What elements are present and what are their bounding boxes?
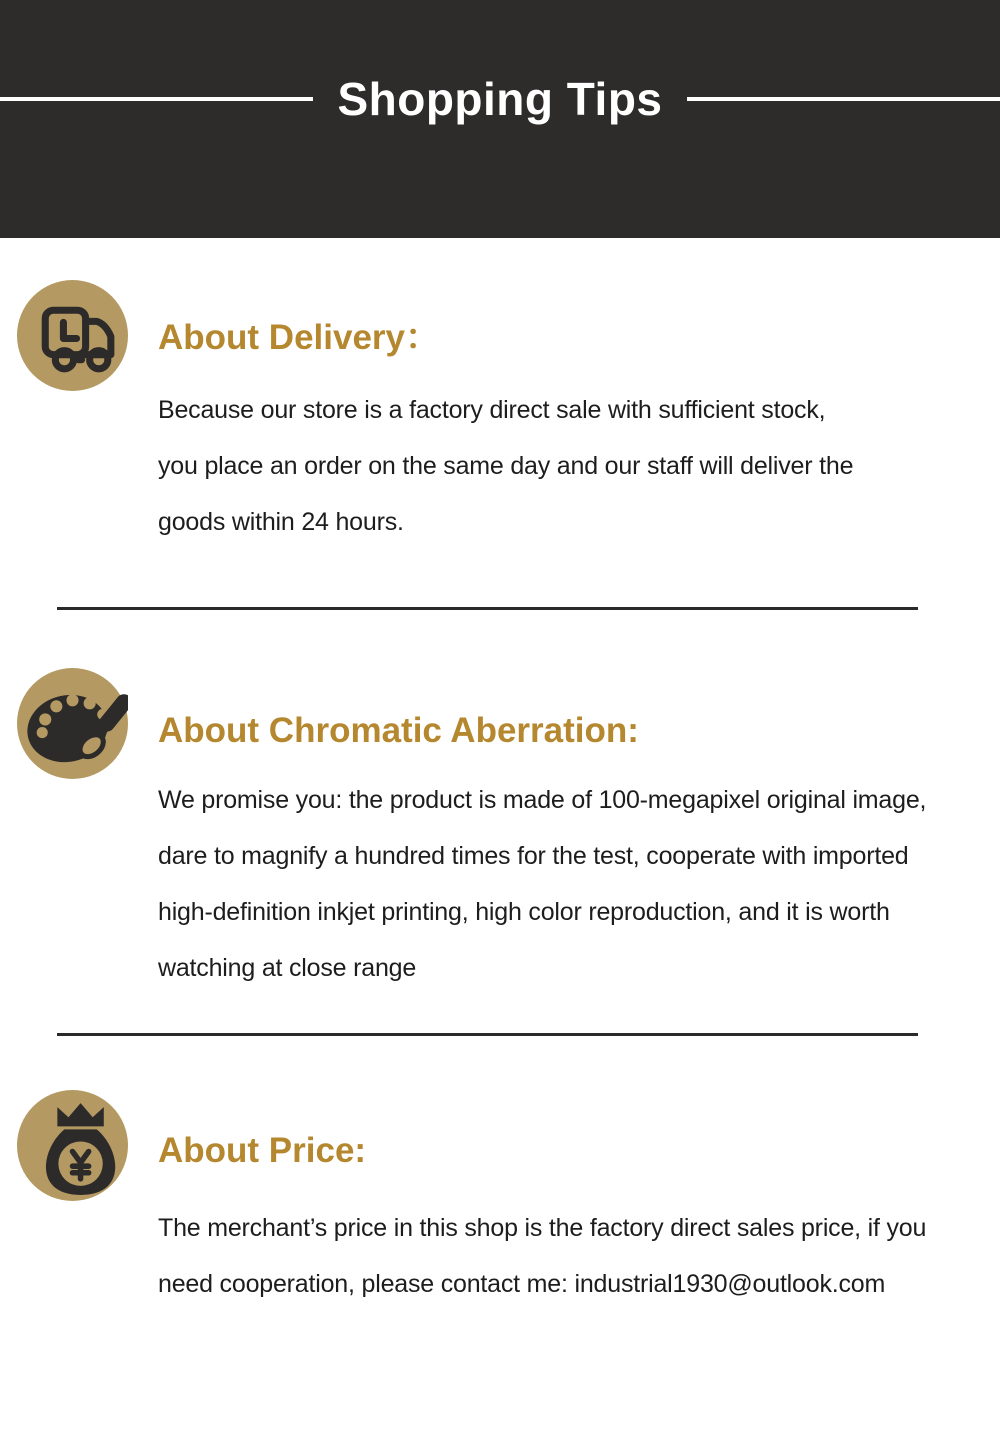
body-line: dare to magnify a hundred times for the test, cooperate with imported <box>158 842 909 870</box>
section-heading-chromatic-aberration: About Chromatic Aberration: <box>158 711 639 750</box>
section-body-price <box>158 1200 958 1312</box>
delivery-truck-icon <box>17 280 128 391</box>
section-body-delivery <box>158 382 958 550</box>
section-body-chromatic-aberration <box>158 772 958 996</box>
body-line: We promise you: the product is made of 100-megapixel original image, <box>158 786 927 814</box>
section-heading-price: About Price: <box>158 1131 367 1170</box>
body-line: watching at close range <box>158 954 417 982</box>
header-band <box>0 0 1000 238</box>
body-line: The merchant’s price in this shop is the factory direct sales price, if you <box>158 1214 927 1242</box>
body-line: need cooperation, please contact me: industrial1930@outlook.com <box>158 1270 886 1298</box>
body-line: high-definition inkjet printing, high color reproduction, and it is worth <box>158 898 890 926</box>
section-heading-delivery: About Delivery： <box>158 318 440 357</box>
body-line: goods within 24 hours. <box>158 508 404 536</box>
body-line: you place an order on the same day and our staff will deliver the <box>158 452 854 480</box>
body-line: Because our store is a factory direct sale with sufficient stock, <box>158 396 826 424</box>
section-divider <box>57 607 918 610</box>
section-divider <box>57 1033 918 1036</box>
paint-palette-icon <box>17 668 128 779</box>
page-title: Shopping Tips <box>337 73 663 125</box>
money-bag-icon <box>17 1090 128 1201</box>
title-rule-right <box>687 97 1000 101</box>
